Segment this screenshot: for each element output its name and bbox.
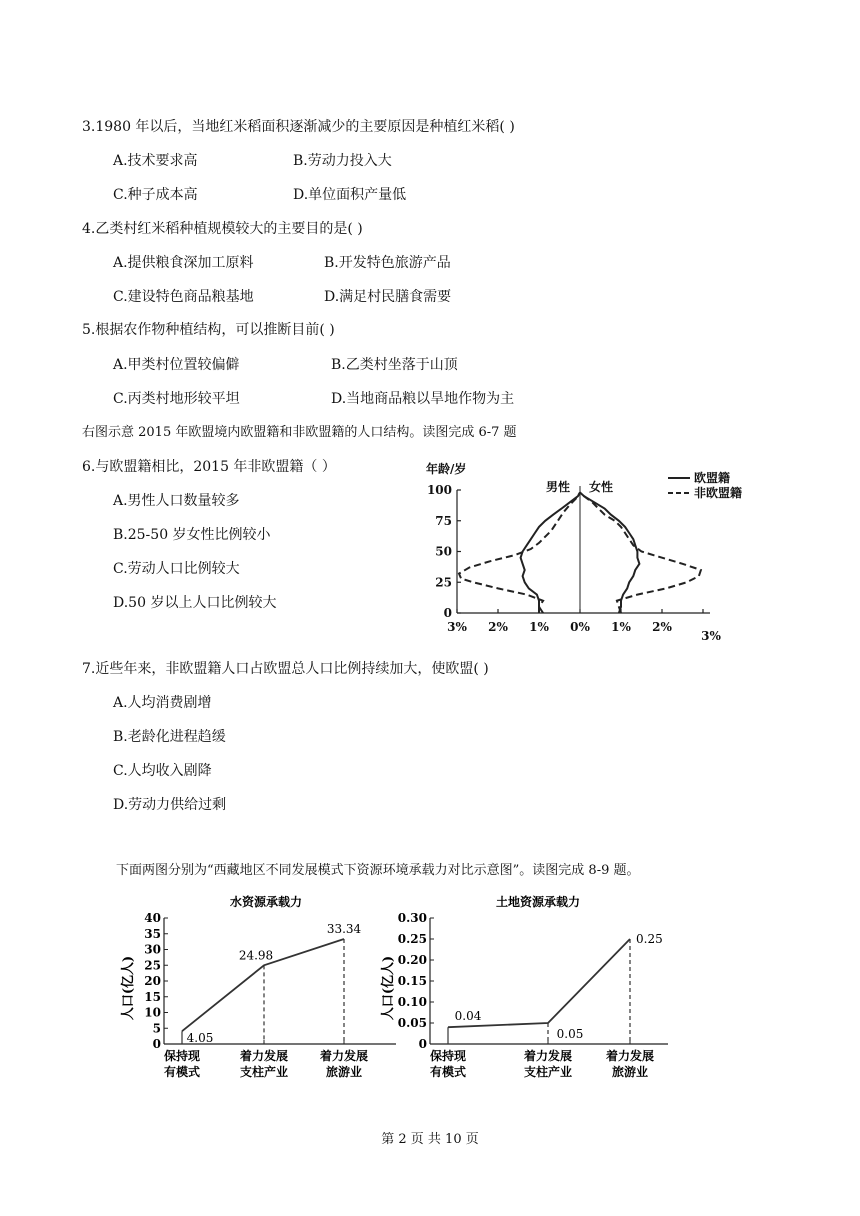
q7-option-b: B.老龄化进程趋缓: [113, 729, 226, 745]
q4-stem: 4.乙类村红米稻种植规模较大的主要目的是( ): [82, 221, 363, 237]
q5-option-a: A.甲类村位置较偏僻: [113, 357, 240, 373]
data-label: 24.98: [238, 948, 274, 963]
q4-option-c: C.建设特色商品粮基地: [113, 289, 254, 305]
land-y-axis-label: 人口(亿人): [381, 955, 396, 1021]
pyramid-x-tick-label: 3%: [701, 629, 721, 643]
pyramid-y-tick-label: 25: [435, 575, 452, 590]
water-chart-title: 水资源承载力: [229, 895, 303, 909]
intro-8-9: 下面两图分别为“西藏地区不同发展模式下资源环境承载力对比示意图”。读图完成 8-9 题。: [116, 863, 640, 878]
land-capacity-chart: [378, 888, 678, 1093]
data-label: 0.05: [556, 1027, 584, 1041]
pyramid-y-tick-label: 0: [443, 606, 452, 620]
land-chart-title: 土地资源承载力: [495, 895, 581, 909]
pyramid-female-label: 女性: [589, 480, 614, 494]
y-tick-label: 10: [144, 1005, 161, 1020]
q5-option-d: D.当地商品粮以旱地作物为主: [331, 391, 515, 407]
q6-stem: 6.与欧盟籍相比，2015 年非欧盟籍（ ）: [82, 459, 336, 475]
x-category-label: 着力发展支柱产业: [523, 1049, 573, 1079]
q7-option-c: C.人均收入剧降: [113, 763, 212, 779]
q3-option-b: B.劳动力投入大: [293, 153, 392, 169]
x-category-label: 着力发展支柱产业: [239, 1049, 289, 1079]
q7-option-a: A.人均消费剧增: [113, 695, 212, 711]
x-category-label: 着力发展旅游业: [605, 1049, 655, 1079]
data-label: 33.34: [326, 921, 362, 936]
y-tick-label: 40: [144, 911, 161, 925]
q6-option-c: C.劳动人口比例较大: [113, 561, 240, 577]
pyramid-x-tick-label: 3%: [447, 620, 467, 634]
data-label: 0.04: [454, 1009, 482, 1024]
y-tick-label: 0.10: [397, 995, 427, 1009]
pyramid-series-0-female: [580, 493, 639, 614]
y-tick-label: 25: [144, 958, 161, 973]
y-tick-label: 5: [152, 1021, 161, 1036]
q7-option-d: D.劳动力供给过剩: [113, 797, 227, 813]
pyramid-y-tick-label: 50: [435, 544, 452, 559]
data-label: 0.25: [636, 932, 663, 946]
page-footer: 第 2 页 共 10 页: [381, 1132, 479, 1147]
q4-option-d: D.满足村民膳食需要: [324, 289, 452, 305]
q5-option-b: B.乙类村坐落于山顶: [331, 357, 458, 373]
x-category-label: 着力发展旅游业: [319, 1049, 369, 1079]
data-label: 4.05: [186, 1031, 214, 1045]
pyramid-legend-label: 非欧盟籍: [694, 486, 743, 500]
q6-option-d: D.50 岁以上人口比例较大: [113, 595, 277, 611]
population-pyramid-chart: [420, 455, 760, 645]
y-tick-label: 0: [152, 1037, 161, 1051]
q7-stem: 7.近些年来，非欧盟籍人口占欧盟总人口比例持续加大，使欧盟( ): [82, 661, 489, 677]
x-category-label: 保持现有模式: [163, 1049, 201, 1079]
q5-stem: 5.根据农作物种植结构，可以推断目前( ): [82, 322, 335, 338]
x-category-label: 保持现有模式: [429, 1049, 467, 1079]
intro-6-7: 右图示意 2015 年欧盟境内欧盟籍和非欧盟籍的人口结构。读图完成 6-7 题: [82, 425, 517, 440]
pyramid-x-tick-label: 0%: [570, 620, 590, 634]
q6-option-a: A.男性人口数量较多: [113, 493, 240, 509]
pyramid-legend-label: 欧盟籍: [694, 471, 731, 485]
pyramid-series-1-male: [459, 493, 580, 614]
y-tick-label: 30: [144, 942, 161, 957]
pyramid-x-tick-label: 2%: [488, 620, 508, 634]
y-tick-label: 0.25: [397, 932, 427, 946]
q3-option-d: D.单位面积产量低: [293, 187, 407, 203]
pyramid-male-label: 男性: [546, 480, 571, 494]
pyramid-x-tick-label: 1%: [611, 620, 631, 634]
y-tick-label: 0.20: [397, 953, 427, 967]
q3-option-a: A.技术要求高: [113, 153, 198, 169]
pyramid-series-1-female: [580, 493, 701, 614]
pyramid-y-tick-label: 100: [426, 483, 452, 497]
pyramid-y-tick-label: 75: [435, 513, 452, 528]
q3-stem: 3.1980 年以后，当地红米稻面积逐渐减少的主要原因是种植红米稻( ): [82, 119, 515, 135]
q4-option-a: A.提供粮食深加工原料: [113, 255, 254, 271]
y-tick-label: 0: [418, 1037, 427, 1051]
pyramid-y-axis-label: 年龄/岁: [426, 462, 467, 476]
y-tick-label: 20: [144, 974, 161, 988]
y-tick-label: 0.15: [397, 974, 427, 988]
q5-option-c: C.丙类村地形较平坦: [113, 391, 240, 407]
water-y-axis-label: 人口(亿人): [121, 955, 136, 1021]
pyramid-x-tick-label: 2%: [652, 620, 672, 634]
q4-option-b: B.开发特色旅游产品: [324, 255, 451, 271]
y-tick-label: 0.30: [397, 911, 427, 925]
water-capacity-chart: [118, 888, 408, 1093]
y-tick-label: 15: [144, 989, 161, 1004]
y-tick-label: 35: [144, 926, 161, 941]
q3-option-c: C.种子成本高: [113, 187, 198, 203]
pyramid-x-tick-label: 1%: [529, 620, 549, 634]
q6-option-b: B.25-50 岁女性比例较小: [113, 527, 271, 543]
y-tick-label: 0.05: [397, 1016, 427, 1030]
